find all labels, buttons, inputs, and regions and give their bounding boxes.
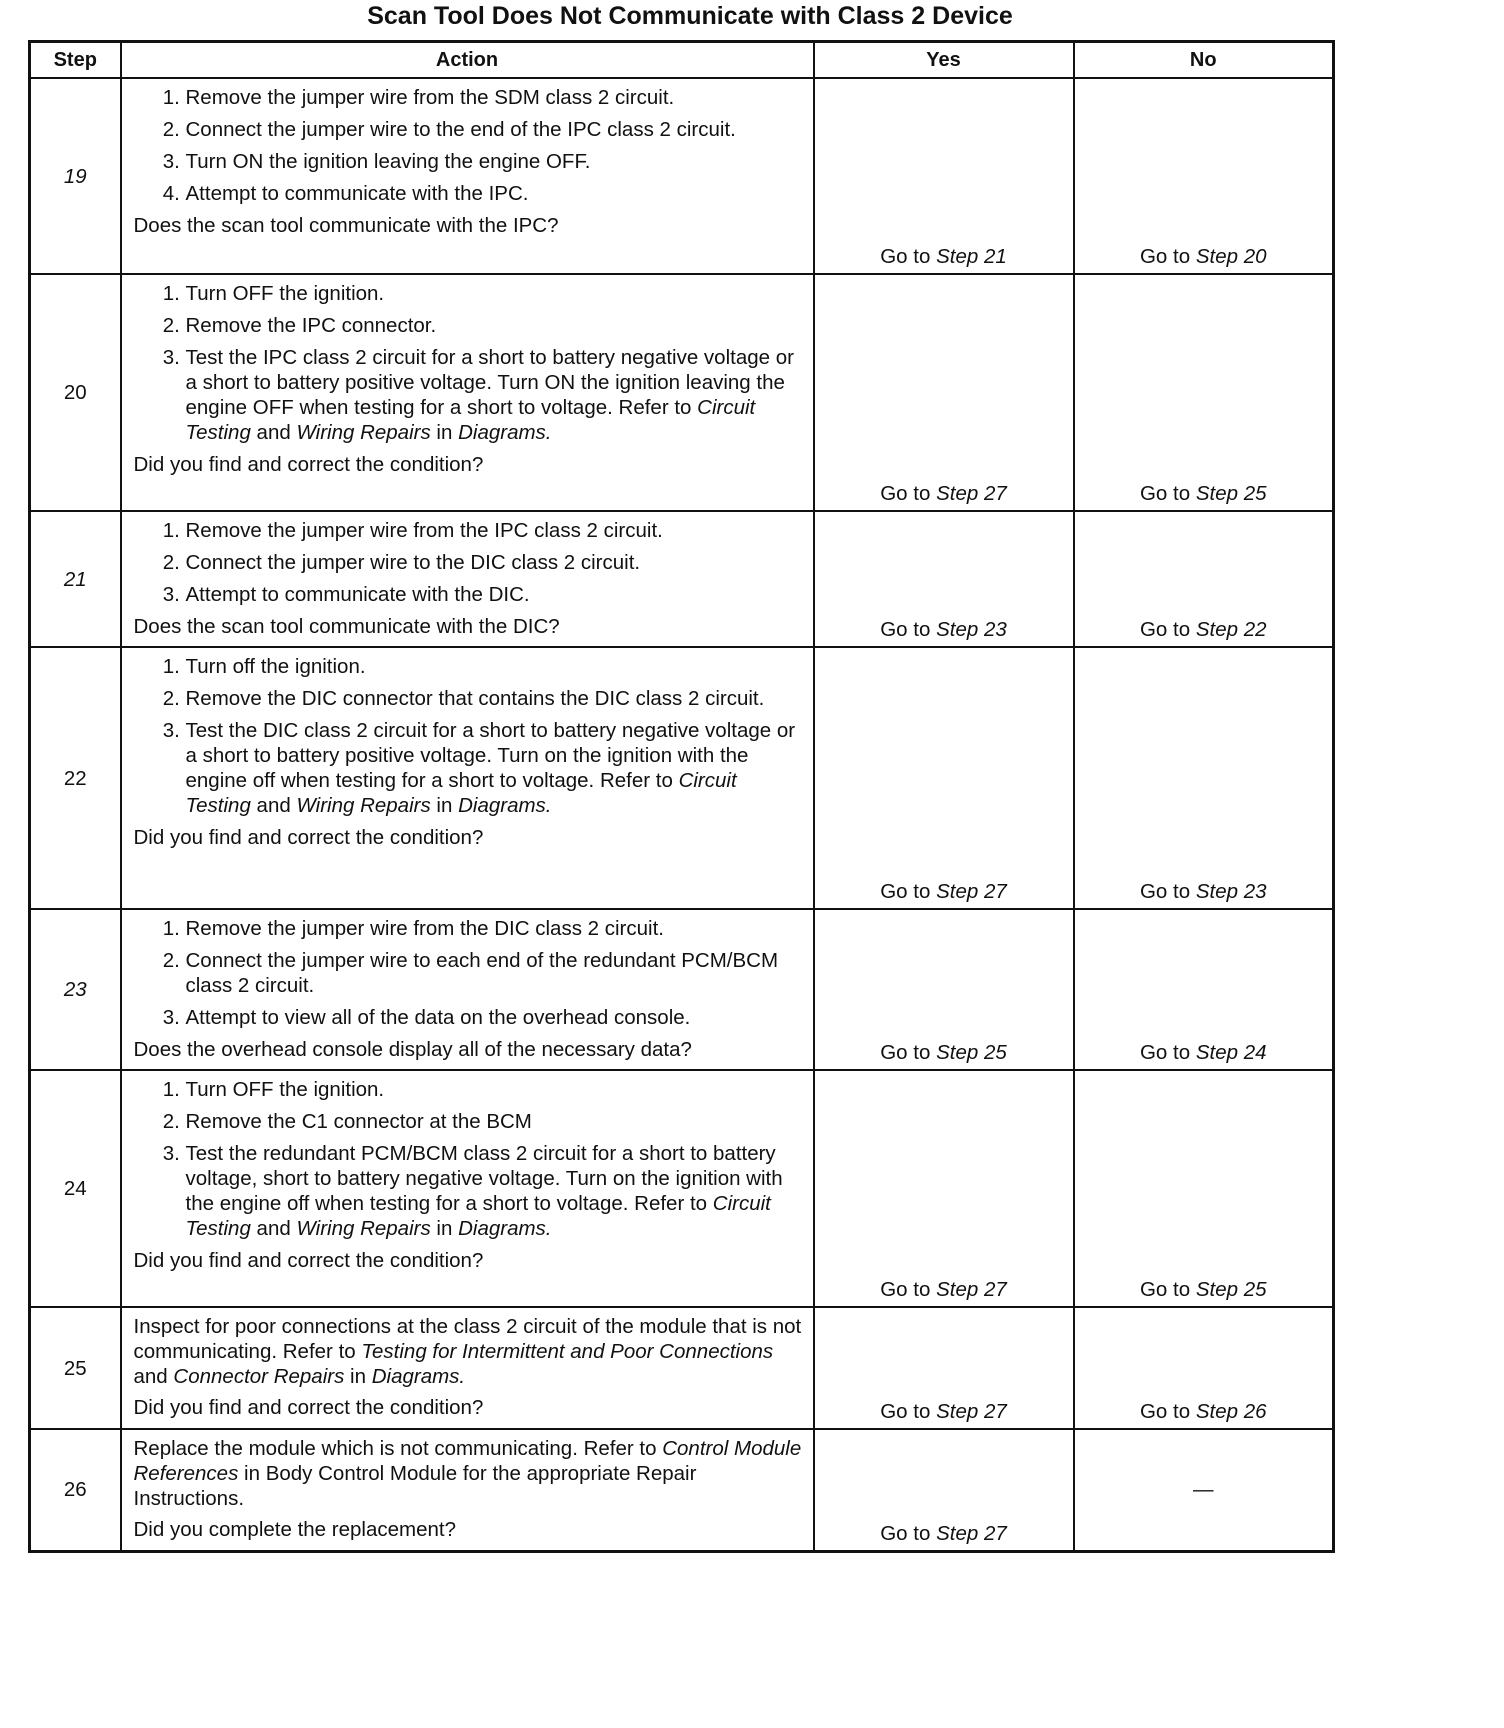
no-step-link[interactable]: Step 26 xyxy=(1195,1400,1267,1423)
action-item: 4. Attempt to communicate with the IPC. xyxy=(186,181,803,206)
action-item: 1. Turn OFF the ignition. xyxy=(186,281,803,306)
action-question: Does the scan tool communicate with the DIC? xyxy=(133,615,560,638)
no-step-link[interactable]: Step 20 xyxy=(1195,245,1267,268)
yes-cell xyxy=(814,1429,1074,1551)
go-to-label: Go to xyxy=(880,1400,931,1423)
reference-wiring-repairs: Wiring Repairs xyxy=(296,794,431,817)
action-question: Did you complete the replacement? xyxy=(133,1518,456,1541)
go-to-label: Go to xyxy=(1139,880,1191,903)
header-no: No xyxy=(1074,42,1334,79)
action-question: Did you find and correct the condition? xyxy=(133,453,484,476)
go-to-label: Go to xyxy=(1139,1278,1191,1301)
reference-wiring-repairs: Wiring Repairs xyxy=(296,421,431,444)
reference-diagrams: Diagrams. xyxy=(458,794,552,817)
yes-step-link[interactable]: Step 21 xyxy=(936,245,1007,268)
reference-circuit-testing: Circuit Testing xyxy=(185,396,756,444)
no-step-link[interactable]: Step 23 xyxy=(1195,880,1267,903)
action-item: 2. Connect the jumper wire to the end of the IPC class 2 circuit. xyxy=(186,117,803,142)
go-to-label: Go to xyxy=(880,1521,931,1545)
table-row xyxy=(30,647,1334,909)
header-row xyxy=(30,42,1334,79)
no-cell xyxy=(1074,647,1334,909)
step-number: 22 xyxy=(30,647,121,909)
header-yes: Yes xyxy=(814,42,1074,79)
action-question: Did you find and correct the condition? xyxy=(133,1249,484,1272)
no-step-link[interactable]: Step 25 xyxy=(1195,482,1267,505)
page-title: Scan Tool Does Not Communicate with Class 2 Device xyxy=(367,2,1013,30)
action-cell xyxy=(121,1307,814,1429)
reference-circuit-testing: Circuit Testing xyxy=(185,769,737,817)
yes-cell xyxy=(814,511,1074,647)
go-to-label: Go to xyxy=(1139,1041,1191,1064)
table-row xyxy=(30,909,1334,1070)
step-number: 20 xyxy=(30,274,121,511)
yes-step-link[interactable]: Step 23 xyxy=(936,618,1007,641)
reference-connector-repairs: Connector Repairs xyxy=(173,1365,345,1388)
go-to-label: Go to xyxy=(1139,245,1191,268)
action-item: 3. Attempt to communicate with the DIC. xyxy=(186,582,803,607)
action-text: Replace the module which is not communicating. Refer to Control Module References in Body Control Module for the appropriate Repair Instructions. xyxy=(133,1437,802,1510)
go-to-label: Go to xyxy=(880,1041,931,1064)
yes-cell xyxy=(814,1307,1074,1429)
action-cell xyxy=(121,909,814,1070)
go-to-label: Go to xyxy=(880,245,931,268)
yes-cell xyxy=(814,78,1074,274)
action-cell xyxy=(121,1070,814,1307)
no-step-link[interactable]: Step 25 xyxy=(1195,1278,1267,1301)
no-cell xyxy=(1074,909,1334,1070)
action-item: 1. Turn OFF the ignition. xyxy=(186,1077,803,1102)
yes-cell xyxy=(814,1070,1074,1307)
table-row xyxy=(30,1307,1334,1429)
reference-circuit-testing: Circuit Testing xyxy=(185,1192,771,1240)
go-to-label: Go to xyxy=(1139,618,1191,641)
reference-control-module: Control Module References xyxy=(133,1437,802,1485)
action-text: Inspect for poor connections at the class 2 circuit of the module that is not communicating. Refer to Testing for Intermittent and Poor Connections and Connector Repairs in Diagrams. xyxy=(133,1315,802,1388)
action-item: 1. Remove the jumper wire from the IPC class 2 circuit. xyxy=(186,518,803,543)
go-to-label: Go to xyxy=(880,880,931,903)
yes-step-link[interactable]: Step 27 xyxy=(936,482,1007,505)
action-item: 3. Turn ON the ignition leaving the engine OFF. xyxy=(186,149,803,174)
no-dash: — xyxy=(1193,1478,1214,1502)
reference-diagrams: Diagrams. xyxy=(458,1217,552,1240)
action-item: 2. Remove the C1 connector at the BCM xyxy=(186,1109,803,1134)
action-item: 2. Remove the DIC connector that contains the DIC class 2 circuit. xyxy=(186,686,803,711)
action-cell xyxy=(121,78,814,274)
go-to-label: Go to xyxy=(1139,1400,1191,1423)
go-to-label: Go to xyxy=(880,482,931,505)
step-number: 23 xyxy=(30,909,121,1070)
go-to-label: Go to xyxy=(1139,482,1191,505)
action-question: Did you find and correct the condition? xyxy=(133,826,484,849)
go-to-label: Go to xyxy=(880,1278,931,1301)
step-number: 21 xyxy=(30,511,121,647)
yes-step-link[interactable]: Step 27 xyxy=(936,1400,1007,1423)
step-number: 26 xyxy=(30,1429,121,1551)
reference-diagrams: Diagrams. xyxy=(371,1365,466,1388)
action-question: Did you find and correct the condition? xyxy=(133,1396,484,1419)
table-row xyxy=(30,1429,1334,1551)
table-row xyxy=(30,511,1334,647)
reference-wiring-repairs: Wiring Repairs xyxy=(296,1217,431,1240)
action-item: 3. Test the IPC class 2 circuit for a short to battery negative voltage or a short to battery positive voltage. Turn ON the ignition leaving the engine OFF when testing for a short to voltage. Refer to Circuit Testing and Wiring Repairs in Diagrams. xyxy=(186,345,803,445)
action-question: Does the overhead console display all of the necessary data? xyxy=(133,1038,692,1061)
header-action: Action xyxy=(121,42,814,79)
no-cell xyxy=(1074,511,1334,647)
reference-intermittent: Testing for Intermittent and Poor Connections xyxy=(361,1340,774,1363)
yes-cell xyxy=(814,274,1074,511)
no-cell xyxy=(1074,274,1334,511)
yes-step-link[interactable]: Step 27 xyxy=(936,1521,1007,1545)
action-cell xyxy=(121,1429,814,1551)
action-item: 3. Test the DIC class 2 circuit for a short to battery negative voltage or a short to battery positive voltage. Turn on the ignition with the engine off when testing for a short to voltage. Refer to Circuit Testing and Wiring Repairs in Diagrams. xyxy=(186,718,803,818)
no-cell xyxy=(1074,1070,1334,1307)
header-step: Step xyxy=(30,42,121,79)
action-question: Does the scan tool communicate with the IPC? xyxy=(133,214,559,237)
action-cell xyxy=(121,511,814,647)
yes-step-link[interactable]: Step 25 xyxy=(936,1041,1007,1064)
table-row xyxy=(30,1070,1334,1307)
table-row xyxy=(30,274,1334,511)
action-cell xyxy=(121,274,814,511)
diagnostic-table xyxy=(28,40,1335,1553)
no-step-link[interactable]: Step 22 xyxy=(1195,618,1267,641)
no-step-link[interactable]: Step 24 xyxy=(1195,1041,1267,1064)
yes-step-link[interactable]: Step 27 xyxy=(936,880,1007,903)
no-cell xyxy=(1074,1429,1334,1551)
yes-step-link[interactable]: Step 27 xyxy=(936,1278,1007,1301)
action-item: 2. Remove the IPC connector. xyxy=(186,313,803,338)
step-number: 24 xyxy=(30,1070,121,1307)
table-row xyxy=(30,78,1334,274)
action-item: 2. Connect the jumper wire to each end of the redundant PCM/BCM class 2 circuit. xyxy=(186,948,803,998)
yes-cell xyxy=(814,909,1074,1070)
action-item: 3. Attempt to view all of the data on the overhead console. xyxy=(186,1005,803,1030)
step-number: 19 xyxy=(30,78,121,274)
action-item: 2. Connect the jumper wire to the DIC class 2 circuit. xyxy=(186,550,803,575)
action-item: 1. Turn off the ignition. xyxy=(186,654,803,679)
yes-cell xyxy=(814,647,1074,909)
action-item: 3. Test the redundant PCM/BCM class 2 circuit for a short to battery voltage, short to battery negative voltage. Turn on the ignition with the engine off when testing for a short to voltage. Refer to Circuit Testing and Wiring Repairs in Diagrams. xyxy=(186,1141,803,1241)
action-item: 1. Remove the jumper wire from the SDM class 2 circuit. xyxy=(186,85,803,110)
reference-diagrams: Diagrams. xyxy=(458,421,552,444)
action-cell xyxy=(121,647,814,909)
action-item: 1. Remove the jumper wire from the DIC class 2 circuit. xyxy=(186,916,803,941)
step-number: 25 xyxy=(30,1307,121,1429)
no-cell xyxy=(1074,78,1334,274)
go-to-label: Go to xyxy=(880,618,931,641)
no-cell xyxy=(1074,1307,1334,1429)
